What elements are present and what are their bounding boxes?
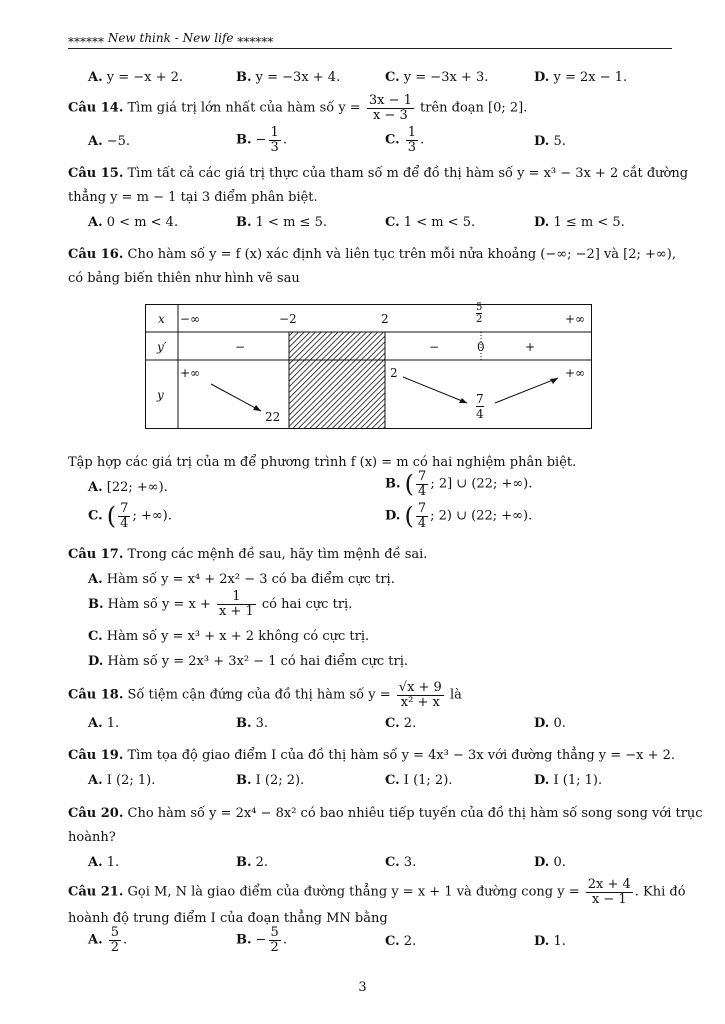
q16-option-b: B. ( $\frac{7}{4}$ ; 2] ∪ (22; +∞). bbox=[385, 469, 533, 499]
yprime-sign-2: − bbox=[429, 340, 440, 354]
q19-options bbox=[68, 773, 672, 791]
q15-option-a: A. 0 < m < 4. bbox=[88, 215, 179, 230]
q21-option-d: D. 1. bbox=[534, 934, 566, 949]
q21-options bbox=[68, 926, 672, 960]
q18-stem: Câu 18. Số tiệm cận đứng của đồ thị hàm số y = $\frac{√x + 9}{\text{x² + x}}$ là bbox=[68, 680, 462, 710]
variation-table-grid bbox=[145, 304, 592, 429]
q16-question: Tập hợp các giá trị của m để phương trình f (x) = m có hai nghiệm phân biệt. bbox=[68, 455, 577, 470]
yprime-sign-1: − bbox=[235, 340, 246, 354]
q20-options bbox=[68, 855, 672, 873]
q18-option-c: C. 2. bbox=[385, 716, 417, 731]
q18-option-d: D. 0. bbox=[534, 716, 566, 731]
arrow-decreasing-left bbox=[211, 384, 261, 411]
q18-option-a: A. 1. bbox=[88, 716, 120, 731]
yprime-label: y′ bbox=[157, 340, 167, 354]
q21-stem-line1: Câu 21. Gọi M, N là giao điểm của đường thẳng y = x + 1 và đường cong y = $\frac{2x + 4}{x - 1}$ . Khi đó bbox=[68, 877, 686, 907]
y-val-2: 2 bbox=[390, 366, 398, 380]
q13-option-d: D. y = 2x − 1. bbox=[534, 70, 628, 85]
q17-stem: Câu 17. Trong các mệnh đề sau, hãy tìm mệnh đề sai. bbox=[68, 547, 428, 562]
q15-option-c: C. 1 < m < 5. bbox=[385, 215, 476, 230]
q20-option-d: D. 0. bbox=[534, 855, 566, 870]
q17-option-c: C. Hàm số y = x³ + x + 2 không có cực trị. bbox=[88, 629, 370, 644]
q16-option-a: A. [22; +∞). bbox=[88, 480, 168, 495]
q13-option-c: C. y = −3x + 3. bbox=[385, 70, 489, 85]
q20-stem-line2: hoành? bbox=[68, 830, 116, 845]
q14-option-b: B. − $\frac{1}{3}$ . bbox=[236, 125, 287, 155]
q15-option-d: D. 1 ≤ m < 5. bbox=[534, 215, 625, 230]
q13-options bbox=[68, 70, 672, 88]
q21-stem-line2: hoành độ trung điểm I của đoạn thẳng MN bằng bbox=[68, 911, 388, 926]
q14-stem: Câu 14. Tìm giá trị lớn nhất của hàm số y = $\frac{3x - 1}{x - 3}$ trên đoạn [0; 2]. bbox=[68, 93, 528, 123]
x-val-2: 2 bbox=[381, 312, 389, 326]
y-val-pos-inf-left: +∞ bbox=[180, 366, 201, 380]
q13-option-b: B. y = −3x + 4. bbox=[236, 70, 341, 85]
q15-option-b: B. 1 < m ≤ 5. bbox=[236, 215, 327, 230]
q15-stem-line1: Câu 15. Tìm tất cả các giá trị thực của tham số m để đồ thị hàm số y = x³ − 3x + 2 cắt đường bbox=[68, 166, 689, 181]
q15-stem-line2: thẳng y = m − 1 tại 3 điểm phân biệt. bbox=[68, 190, 318, 205]
page-header: ⁎⁎⁎⁎⁎⁎ New think - New life ⁎⁎⁎⁎⁎⁎ bbox=[68, 31, 672, 49]
q21-option-c: C. 2. bbox=[385, 934, 417, 949]
q17-option-a: A. Hàm số y = x⁴ + 2x² − 3 có ba điểm cực trị. bbox=[88, 572, 395, 587]
q19-stem: Câu 19. Tìm tọa độ giao điểm I của đồ thị hàm số y = 4x³ − 3x với đường thẳng y = −x + 2. bbox=[68, 748, 676, 763]
q18-options bbox=[68, 716, 672, 734]
q17-option-d: D. Hàm số y = 2x³ + 3x² − 1 có hai điểm cực trị. bbox=[88, 654, 409, 669]
yprime-zero: 0 bbox=[477, 340, 485, 354]
arrow-increasing bbox=[495, 378, 558, 403]
q20-option-c: C. 3. bbox=[385, 855, 417, 870]
q16-options-row2 bbox=[68, 502, 672, 542]
x-val-neg-inf: −∞ bbox=[180, 312, 201, 326]
yprime-sign-3: + bbox=[525, 340, 536, 354]
q14-options bbox=[68, 126, 672, 158]
q19-option-b: B. I (2; 2). bbox=[236, 773, 305, 788]
y-val-pos-inf-right: +∞ bbox=[565, 366, 586, 380]
q19-option-a: A. I (2; 1). bbox=[88, 773, 156, 788]
q16-option-d: D. ( $\frac{7}{4}$ ; 2) ∪ (22; +∞). bbox=[385, 501, 533, 531]
x-val-neg2: −2 bbox=[279, 312, 297, 326]
y-val-7-over-4: 7 4 bbox=[476, 392, 484, 421]
hatched-region bbox=[289, 332, 385, 429]
q21-option-a: A. $\frac{5}{2}$ . bbox=[88, 925, 128, 955]
q14-option-a: A. −5. bbox=[88, 134, 131, 149]
x-val-pos-inf: +∞ bbox=[565, 312, 586, 326]
q14-option-d: D. 5. bbox=[534, 134, 566, 149]
q20-stem-line1: Câu 20. Cho hàm số y = 2x⁴ − 8x² có bao nhiêu tiếp tuyến của đồ thị hàm số song song với trục bbox=[68, 806, 703, 821]
y-label: y bbox=[157, 388, 164, 402]
q16-stem-line1: Câu 16. Cho hàm số y = f (x) xác định và liên tục trên mỗi nửa khoảng (−∞; −2] và [2; +∞), bbox=[68, 247, 676, 262]
q20-option-a: A. 1. bbox=[88, 855, 120, 870]
q16-option-c: C. ( $\frac{7}{4}$ ; +∞). bbox=[88, 501, 172, 531]
q18-option-b: B. 3. bbox=[236, 716, 269, 731]
x-val-5-over-2: 5 2 bbox=[476, 302, 483, 325]
q14-option-c: C. $\frac{1}{3}$ . bbox=[385, 125, 425, 155]
y-val-22: 22 bbox=[265, 410, 281, 424]
q19-option-d: D. I (1; 1). bbox=[534, 773, 603, 788]
variation-table bbox=[145, 304, 592, 429]
q19-option-c: C. I (1; 2). bbox=[385, 773, 453, 788]
q13-option-a: A. y = −x + 2. bbox=[88, 70, 184, 85]
q21-option-b: B. − $\frac{5}{2}$ . bbox=[236, 925, 287, 955]
page-number: 3 bbox=[358, 980, 367, 995]
x-label: x bbox=[158, 312, 165, 326]
q20-option-b: B. 2. bbox=[236, 855, 269, 870]
q17-option-b: B. Hàm số y = x + $\frac{1}{x + 1}$ có hai cực trị. bbox=[88, 589, 353, 619]
arrow-decreasing-right bbox=[403, 377, 467, 403]
q15-options bbox=[68, 215, 672, 233]
q16-stem-line2: có bảng biến thiên như hình vẽ sau bbox=[68, 271, 300, 286]
